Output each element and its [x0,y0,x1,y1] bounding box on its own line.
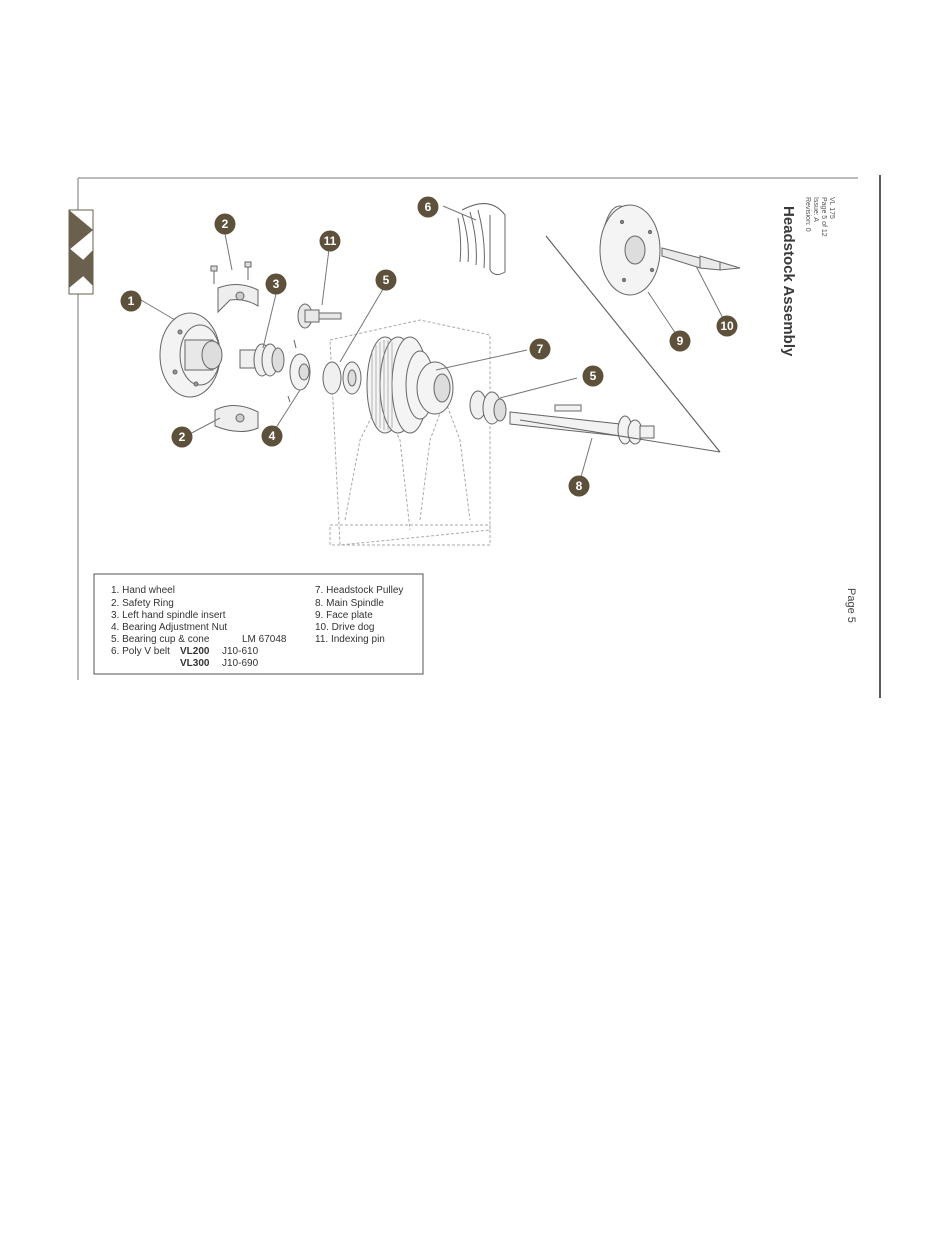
callout-5-left [376,270,397,291]
legend-item-3: 3. Left hand spindle insert [111,610,226,621]
legend-item-8: 8. Main Spindle [315,598,384,609]
safety-ring-upper [218,284,258,312]
drive-dog [662,248,740,270]
issue: Issue: A [812,197,819,222]
legend-belt-model-2: VL300 [180,658,210,669]
legend-item-5: 5. Bearing cup & cone [111,634,210,645]
callout-5-right [583,366,604,387]
legend-bearing-code: LM 67048 [242,634,287,645]
parts-legend [94,574,423,674]
svg-text:9: 9 [676,334,684,348]
callout-11 [320,231,341,252]
svg-text:4: 4 [268,429,276,443]
callout-2-upper [215,214,236,235]
legend-item-10: 10. Drive dog [315,622,375,633]
hand-wheel [160,313,222,397]
bearing-left [323,362,361,394]
bearing-adjustment-nut [288,340,310,402]
callout-9 [670,331,691,352]
legend-item-2: 2. Safety Ring [111,598,174,609]
callout-2-lower [172,427,193,448]
legend-item-1: 1. Hand wheel [111,585,175,596]
legend-belt-code-2: J10-690 [222,658,259,669]
svg-text:7: 7 [536,342,544,356]
svg-text:6: 6 [424,200,432,214]
callout-3 [266,274,287,295]
face-plate [600,205,660,295]
poly-v-belt [458,204,505,275]
callout-4 [262,426,283,447]
spindle-insert [240,344,284,376]
svg-text:5: 5 [382,273,390,287]
indexing-pin [298,304,341,328]
doc-header [804,197,835,237]
page-title: Headstock Assembly [780,206,797,357]
svg-text:10: 10 [720,319,734,333]
legend-belt-model-1: VL200 [180,646,210,657]
legend-belt-code-1: J10-610 [222,646,259,657]
doc-ref: VL 175 [828,197,835,219]
svg-text:8: 8 [575,479,583,493]
svg-text:11: 11 [323,234,337,248]
svg-text:3: 3 [272,277,280,291]
legend-item-7: 7. Headstock Pulley [315,585,404,596]
callout-1 [121,291,142,312]
callout-6 [418,197,439,218]
svg-text:5: 5 [589,369,597,383]
bearing-right [470,391,506,424]
callout-7 [530,339,551,360]
legend-item-4: 4. Bearing Adjustment Nut [111,622,228,633]
legend-item-6: 6. Poly V belt [111,646,170,657]
company-logo [69,210,93,294]
legend-item-11: 11. Indexing pin [315,634,385,645]
svg-text:1: 1 [127,294,135,308]
svg-text:2: 2 [178,430,186,444]
revision: Revision: 0 [804,197,811,232]
callout-10 [717,316,738,337]
page-of: Page 5 of 12 [820,197,827,237]
svg-text:2: 2 [221,217,229,231]
page-label: Page 5 [845,588,857,623]
callout-8 [569,476,590,497]
legend-item-9: 9. Face plate [315,610,373,621]
safety-ring-lower [215,405,258,431]
